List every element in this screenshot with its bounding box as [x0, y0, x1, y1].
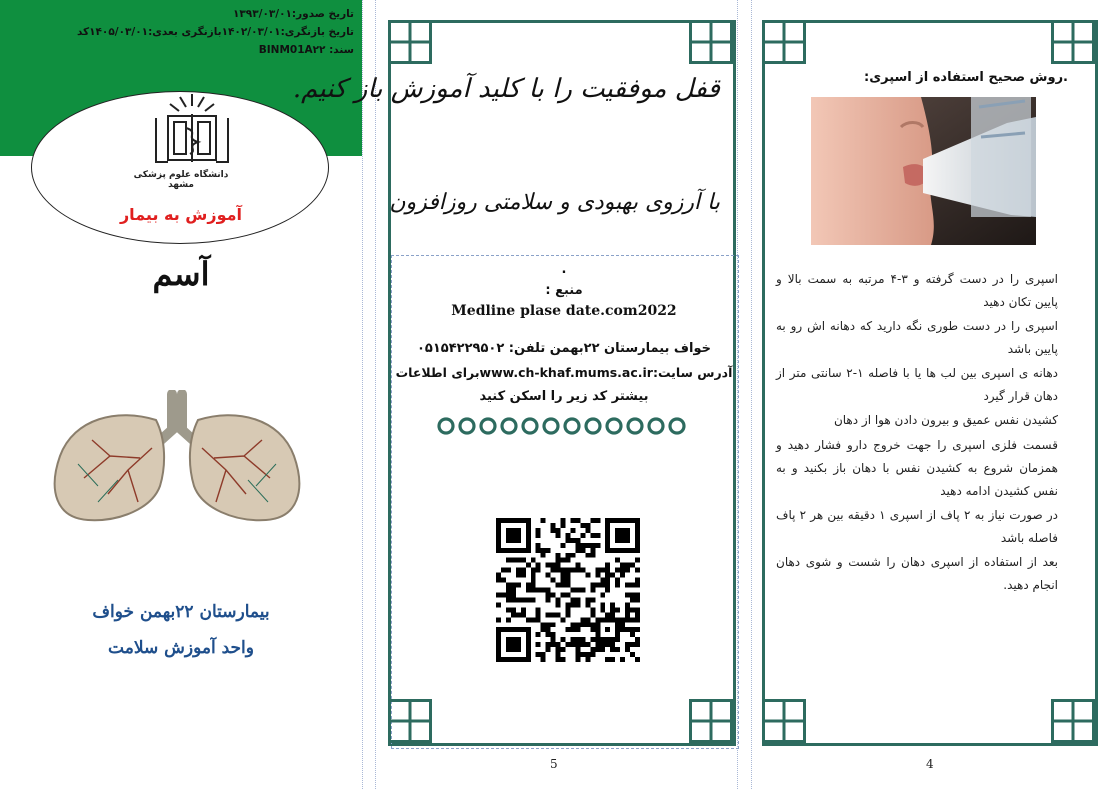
- university-name: دانشگاه علوم پزشکی مشهد: [133, 170, 229, 190]
- right-heading: .روش صحیح استفاده از اسپری:: [864, 70, 1068, 85]
- corner-ornament-icon: [762, 699, 806, 743]
- step-2: اسپری را در دست طوری نگه دارید که دهانه اش رو به پایین باشد: [776, 319, 1058, 356]
- page-guide: [751, 0, 752, 789]
- step-6: در صورت نیاز به ۲ پاف از اسپری ۱ دقیقه بین هر ۲ پاف فاصله باشد: [776, 508, 1059, 545]
- ornament-divider: [436, 416, 696, 436]
- page-guide: [362, 0, 363, 789]
- headline: قفل موفقیت را با کلید آموزش باز کنیم.: [292, 74, 720, 104]
- topic-title: آسم: [152, 255, 210, 293]
- corner-ornament-icon: [689, 699, 733, 743]
- phone-line: خواف بیمارستان ۲۲بهمن تلفن: ۰۵۱۵۴۲۲۹۵۰۲: [417, 341, 711, 356]
- review-date: تاریخ بازنگری:۱۴۰۲/۰۳/۰۱بازنگری بعدی:۱۴۰۵/۰۳/۰۱کد: [76, 26, 354, 38]
- corner-ornament-icon: [689, 20, 733, 64]
- hospital-name: بیمارستان ۲۲بهمن خواف: [92, 602, 270, 622]
- step-3: دهانه ی اسپری بین لب ها یا با فاصله ۱-۲ سانتی متر از دهان قرار گیرد: [776, 366, 1058, 403]
- unit-name: واحد آموزش سلامت: [108, 638, 254, 658]
- lungs-illustration: [48, 390, 306, 524]
- document-code: سند: BINM01A۲۲: [258, 44, 354, 56]
- step-1: اسپری را در دست گرفته و ۳-۴ مرتبه به سمت بالا و پایین تکان دهید: [776, 272, 1059, 309]
- corner-ornament-icon: [1051, 699, 1095, 743]
- issue-date: تاریخ صدور:۱۳۹۳/۰۳/۰۱: [232, 8, 354, 20]
- corner-ornament-icon: [388, 699, 432, 743]
- step-5: قسمت فلزی اسپری را جهت خروج دارو فشار دهید و همزمان شروع به کشیدن نفس با دهان باز بکنید و به نفس کشیدن ادامه دهید: [776, 438, 1058, 498]
- qr-code[interactable]: [496, 518, 640, 662]
- section-label: آموزش به بیمار: [119, 205, 243, 224]
- info-box: [391, 255, 739, 749]
- page-number-5: 5: [550, 757, 558, 771]
- corner-ornament-icon: [762, 20, 806, 64]
- corner-ornament-icon: [1051, 20, 1095, 64]
- cover-panel: [0, 0, 362, 789]
- corner-ornament-icon: [388, 20, 432, 64]
- scan-line: بیشتر کد زیر را اسکن کنید: [479, 389, 649, 404]
- step-7: بعد از استفاده از اسپری دهان را شست و شوی دهان انجام دهید.: [776, 555, 1058, 592]
- page-guide: [375, 0, 376, 789]
- source-label: منبع :: [545, 283, 583, 298]
- university-logo-icon: [146, 88, 238, 170]
- website-line: آدرس سایت:www.ch-khaf.mums.ac.irبرای اطلاعات: [395, 365, 733, 380]
- source-value: Medline plase date.com2022: [451, 303, 677, 319]
- bullet: .: [561, 262, 567, 277]
- wish-line: با آرزوی بهبودی و سلامتی روزافزون: [389, 190, 720, 215]
- step-4: کشیدن نفس عمیق و بیرون دادن هوا از دهان: [833, 413, 1058, 427]
- page-number-4: 4: [926, 757, 934, 771]
- inhaler-photo: [811, 97, 1036, 245]
